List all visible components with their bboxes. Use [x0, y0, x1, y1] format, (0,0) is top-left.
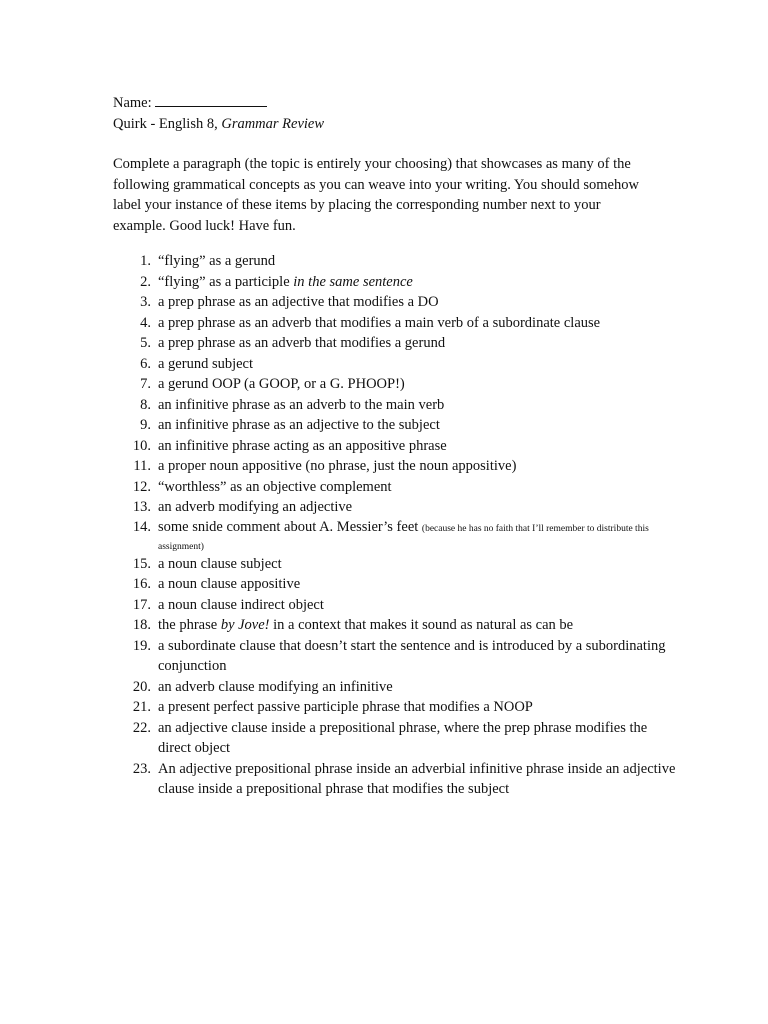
item-main-text: An adjective prepositional phrase inside an adverbial infinitive phrase inside an adjective clause inside a prepositional phrase that modifies the subject [158, 760, 676, 797]
name-line [113, 92, 673, 114]
item-main-text: a noun clause subject [158, 555, 282, 572]
item-number: 9. [140, 417, 151, 433]
item-number: 2. [140, 273, 151, 290]
item-text [158, 574, 678, 595]
item-number: 15. [132, 555, 151, 572]
item-main-text: some snide comment about A. Messier’s feet [158, 518, 419, 535]
list-item [113, 395, 673, 416]
item-text [158, 554, 678, 575]
item-number: 10. [132, 437, 151, 454]
list-item [113, 272, 673, 293]
item-number: 22. [132, 719, 151, 736]
item-number: 11. [133, 458, 151, 474]
item-number: 23. [132, 760, 151, 777]
list-item [113, 436, 673, 457]
list-item [113, 456, 673, 477]
list-item [113, 759, 676, 800]
list-item [113, 554, 673, 575]
item-text [158, 477, 678, 498]
item-number: 19. [132, 637, 151, 654]
list-item [113, 333, 673, 354]
item-text [158, 697, 678, 718]
item-number: 18. [132, 617, 151, 633]
item-main-text: “worthless” as an objective complement [158, 478, 392, 495]
list-item [113, 251, 673, 272]
item-text [158, 333, 678, 354]
name-blank-field[interactable] [155, 92, 267, 107]
item-number: 1. [140, 253, 151, 269]
item-main-text: a subordinate clause that doesn’t start the sentence and is introduced by a subordinating conjunction [158, 637, 666, 674]
item-number: 6. [140, 355, 151, 372]
instructions-paragraph: Complete a paragraph (the topic is entirely your choosing) that showcases as many of the following grammatical concepts as you can weave into your writing. You should somehow label your instance of these items by placing the corresponding number next to your example. Good luck! Have fun. [113, 156, 639, 234]
list-item [113, 718, 673, 759]
list-item [113, 636, 673, 677]
list-item [113, 354, 673, 375]
item-main-text: a noun clause indirect object [158, 596, 324, 613]
item-number: 4. [140, 314, 151, 331]
item-main-text: an infinitive phrase as an adverb to the main verb [158, 396, 445, 413]
item-main-text: an adjective clause inside a prepositional phrase, where the prep phrase modifies the direct object [158, 719, 648, 756]
item-main-text: a noun clause appositive [158, 576, 301, 592]
assignment-title: Grammar Review [221, 115, 325, 132]
item-number: 7. [140, 376, 151, 392]
item-number: 21. [132, 699, 151, 715]
item-main-text: “flying” as a gerund [158, 253, 276, 269]
item-text [158, 636, 678, 677]
course-label: Quirk - English 8, [113, 115, 218, 132]
item-text [158, 497, 678, 518]
item-main-text: a present perfect passive participle phrase that modifies a NOOP [158, 699, 533, 715]
item-text [158, 374, 678, 395]
list-item [113, 292, 673, 313]
list-item [113, 477, 673, 498]
item-number: 13. [132, 499, 151, 515]
item-text [158, 436, 678, 457]
item-main-text: an infinitive phrase as an adjective to the subject [158, 417, 440, 433]
list-item [113, 595, 673, 616]
item-text [158, 272, 678, 293]
item-number: 20. [132, 678, 151, 695]
item-number: 8. [140, 396, 151, 413]
list-item [113, 574, 673, 595]
item-main-text: “flying” as a participle [158, 273, 290, 290]
item-text [158, 415, 678, 436]
item-italic-phrase: by Jove! [220, 617, 270, 633]
item-number: 17. [132, 596, 151, 613]
list-item [113, 697, 673, 718]
list-item [113, 615, 673, 636]
item-text [158, 354, 678, 375]
list-item [113, 518, 673, 554]
course-line [113, 114, 673, 135]
item-number: 12. [132, 478, 151, 495]
item-text [158, 518, 678, 554]
item-text-before: the phrase [158, 617, 218, 633]
item-small-note: (because he has no faith that I’ll remember to distribute this assignment) [158, 523, 649, 552]
grammar-items-list [113, 251, 676, 800]
item-text [158, 395, 678, 416]
item-main-text: a gerund subject [158, 355, 254, 372]
item-main-text: an adverb clause modifying an infinitive [158, 678, 393, 695]
item-text [158, 251, 678, 272]
item-text [158, 313, 678, 334]
list-item [113, 415, 673, 436]
item-italic-phrase: in the same sentence [293, 273, 413, 290]
item-main-text: a prep phrase as an adverb that modifies a gerund [158, 335, 446, 351]
item-main-text: a proper noun appositive (no phrase, just the noun appositive) [158, 458, 517, 474]
item-main-text: a prep phrase as an adjective that modifies a DO [158, 294, 439, 310]
item-text [158, 456, 678, 477]
list-item [113, 497, 673, 518]
item-main-text: an adverb modifying an adjective [158, 499, 353, 515]
list-item [113, 374, 673, 395]
item-number: 5. [140, 335, 151, 351]
item-number: 3. [140, 294, 151, 310]
item-main-text: an infinitive phrase acting as an appositive phrase [158, 437, 447, 454]
item-number: 14. [132, 518, 151, 535]
list-item [113, 677, 673, 698]
item-text [158, 718, 678, 759]
item-text [158, 292, 678, 313]
list-item [113, 313, 673, 334]
item-text [158, 677, 678, 698]
item-text-after: in a context that makes it sound as natural as can be [273, 617, 574, 633]
item-main-text: a prep phrase as an adverb that modifies a main verb of a subordinate clause [158, 314, 601, 331]
item-number: 16. [132, 576, 151, 592]
item-text [158, 759, 678, 800]
item-text [158, 615, 678, 636]
worksheet-page [113, 92, 676, 800]
item-text [158, 595, 678, 616]
name-label: Name: [113, 95, 152, 111]
item-main-text: a gerund OOP (a GOOP, or a G. PHOOP!) [158, 376, 405, 392]
